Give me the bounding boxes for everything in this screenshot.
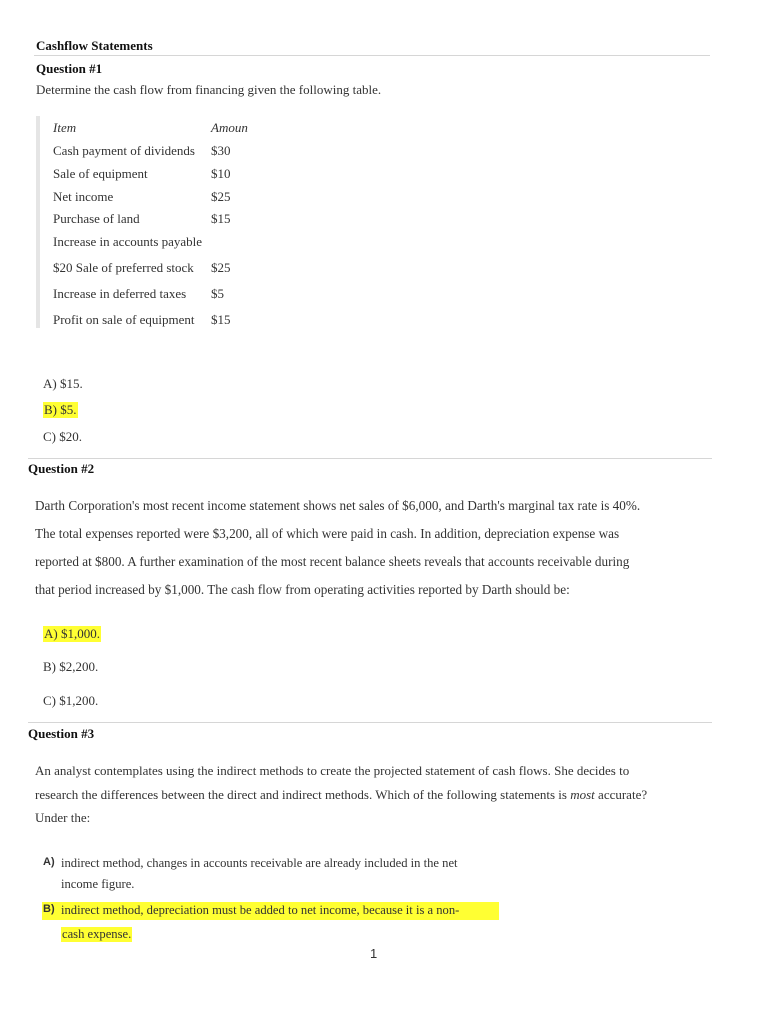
table-cell-amount: $10 — [211, 166, 231, 181]
answer-option-a[interactable]: A) $1,000. — [44, 626, 100, 641]
table-cell-item: Purchase of land — [53, 211, 140, 226]
table-header-item: Item — [53, 120, 77, 135]
text-segment: research the differences between the direct and indirect methods. Which of the following statements is — [35, 787, 571, 802]
answer-option-b[interactable]: B) $2,200. — [43, 659, 99, 674]
question-3-text-line: Under the: — [35, 810, 91, 825]
table-cell-amount: $25 — [211, 260, 231, 275]
table-cell-item: Net income — [53, 189, 114, 204]
answer-option-b[interactable]: B) $5. — [44, 402, 77, 417]
question-2-text-line: that period increased by $1,000. The cash flow from operating activities reported by Darth should be: — [35, 582, 570, 597]
divider — [28, 722, 712, 723]
table-cell-item: Increase in deferred taxes — [53, 286, 187, 301]
table-cell-item: Cash payment of dividends — [53, 143, 195, 158]
option-text: income figure. — [61, 877, 135, 891]
document-title: Cashflow Statements — [36, 38, 153, 53]
table-cell-item: Profit on sale of equipment — [53, 312, 195, 327]
text-segment: accurate? — [594, 787, 648, 802]
divider — [34, 55, 710, 56]
table-cell-amount: $30 — [211, 143, 231, 158]
option-letter: B) — [43, 903, 55, 915]
table-cell-item: $20 Sale of preferred stock — [53, 260, 194, 275]
table-cell-amount: $15 — [211, 312, 231, 327]
question-1-label: Question #1 — [36, 61, 103, 76]
answer-option-a[interactable]: A) $15. — [43, 376, 83, 391]
answer-option-c[interactable]: C) $20. — [43, 429, 82, 444]
table-quote-bar — [36, 116, 40, 328]
question-3-text-line — [35, 787, 647, 803]
option-text: cash expense. — [62, 927, 132, 941]
page-number: 1 — [370, 946, 378, 961]
table-header-amount: Amoun — [211, 120, 248, 135]
table-cell-amount: $15 — [211, 211, 231, 226]
option-letter: A) — [43, 856, 55, 868]
question-2-text-line: The total expenses reported were $3,200, all of which were paid in cash. In addition, depreciation expense was — [35, 526, 620, 541]
question-3-text-line: An analyst contemplates using the indirect methods to create the projected statement of cash flows. She decides to — [35, 763, 630, 778]
question-2-label: Question #2 — [28, 461, 95, 476]
table-cell-item: Sale of equipment — [53, 166, 148, 181]
question-2-text-line: Darth Corporation's most recent income statement shows net sales of $6,000, and Darth's marginal tax rate is 40%. — [35, 498, 641, 513]
question-3-label: Question #3 — [28, 726, 95, 741]
answer-option-c[interactable]: C) $1,200. — [43, 693, 99, 708]
question-2-text-line: reported at $800. A further examination of the most recent balance sheets reveals that accounts receivable during — [35, 554, 630, 569]
emphasis-text: most — [570, 787, 595, 802]
option-text: indirect method, changes in accounts receivable are already included in the net — [61, 856, 458, 870]
question-1-prompt: Determine the cash flow from financing given the following table. — [36, 82, 382, 97]
divider — [28, 458, 712, 459]
table-cell-amount: $5 — [211, 286, 224, 301]
option-text: indirect method, depreciation must be added to net income, because it is a non- — [61, 903, 460, 917]
table-cell-amount: $25 — [211, 189, 231, 204]
table-cell-item: Increase in accounts payable — [53, 234, 203, 249]
